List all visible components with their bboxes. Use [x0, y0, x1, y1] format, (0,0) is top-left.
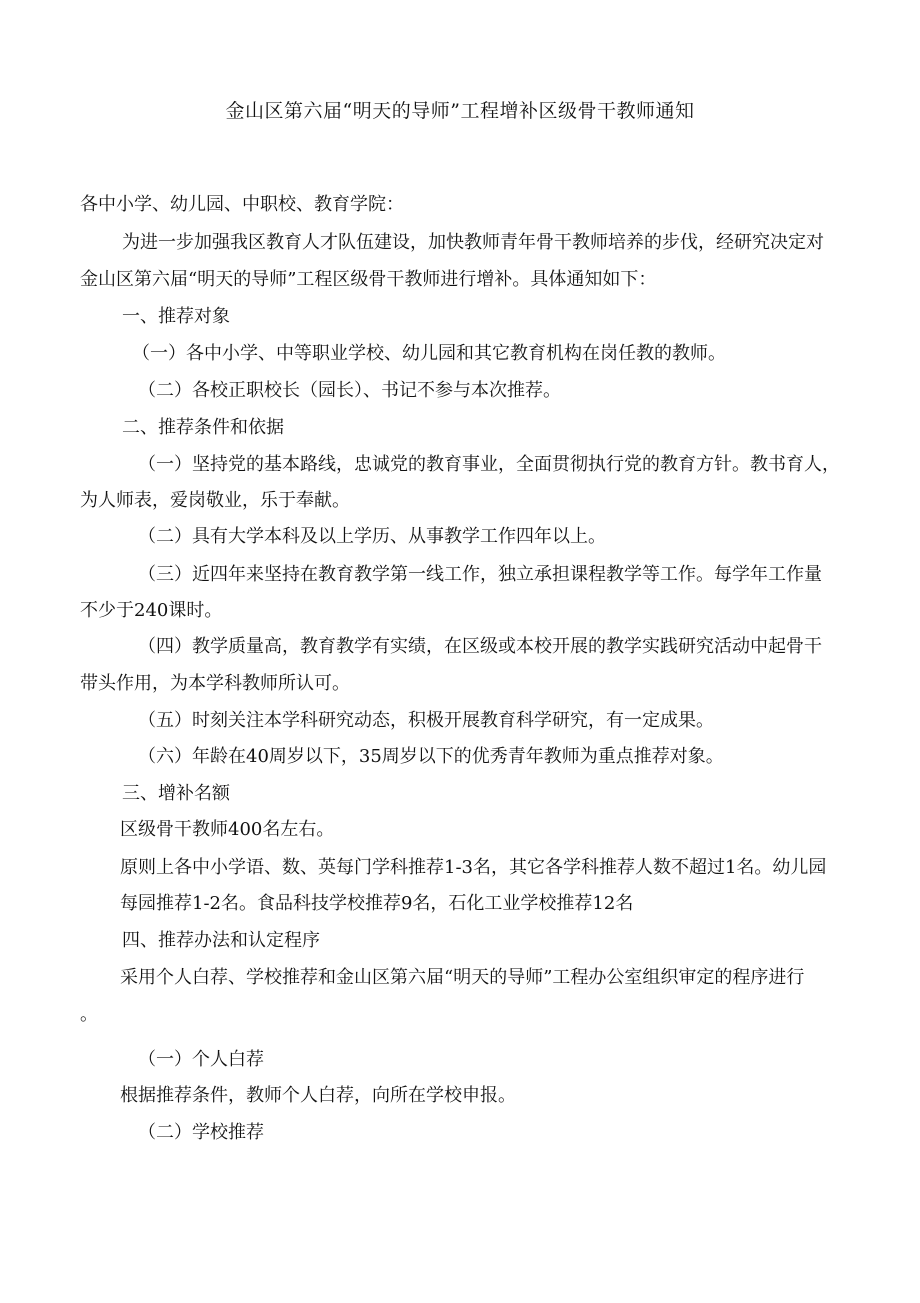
subsection-heading: （一）个人白荐 [138, 1049, 264, 1070]
list-item: （一）坚持党的基本路线，忠诚党的教育事业，全面贯彻执行党的教育方针。教书育人， [138, 454, 840, 475]
list-item: （五）时刻关注本学科研究动态，积极开展教育科学研究，有一定成果。 [138, 710, 714, 731]
document-title: 金山区第六届“明天的导师”工程增补区级骨干教师通知 [225, 100, 695, 122]
section-heading: 三、增补名额 [122, 783, 230, 804]
subsection-heading: （二）学校推荐 [138, 1122, 264, 1143]
list-item-continuation: 不少于240课时。 [80, 600, 223, 621]
paragraph-line: 采用个人白荐、学校推荐和金山区第六届“明天的导师”工程办公室组织审定的程序进行 [120, 967, 805, 988]
list-item: （二）各校正职校长（园长）、书记不参与本次推荐。 [138, 380, 561, 401]
list-item: （二）具有大学本科及以上学历、从事教学工作四年以上。 [138, 526, 606, 547]
paragraph-line: 金山区第六届“明天的导师”工程区级骨干教师进行增补。具体通知如下： [80, 269, 657, 290]
paragraph-line: 原则上各中小学语、数、英每门学科推荐1-3名，其它各学科推荐人数不超过1名。幼儿园 [120, 857, 827, 878]
paragraph-line: 为进一步加强我区教育人才队伍建设，加快教师青年骨干教师培养的步伐，经研究决定对 [122, 232, 824, 253]
list-item: （一）各中小学、中等职业学校、幼儿园和其它教育机构在岗任教的教师。 [132, 343, 726, 364]
list-item: （四）教学质量高，教育教学有实绩，在区级或本校开展的教学实践研究活动中起骨干 [138, 636, 822, 657]
list-item: （三）近四年来坚持在教育教学第一线工作，独立承担课程教学等工作。每学年工作量 [138, 564, 822, 585]
section-heading: 一、推荐对象 [122, 306, 230, 327]
paragraph-line: 区级骨干教师400名左右。 [120, 819, 335, 840]
salutation: 各中小学、幼儿园、中职校、教育学院： [80, 194, 404, 215]
section-heading: 四、推荐办法和认定程序 [122, 930, 320, 951]
paragraph-line: 每园推荐1-2名。食品科技学校推荐9名，石化工业学校推荐12名 [120, 893, 634, 914]
list-item-continuation: 带头作用，为本学科教师所认可。 [80, 673, 350, 694]
section-heading: 二、推荐条件和依据 [122, 417, 284, 438]
list-item-continuation: 为人师表，爱岗敬业，乐于奉献。 [80, 490, 350, 511]
paragraph-line: 根据推荐条件，教师个人白荐，向所在学校申报。 [120, 1085, 516, 1106]
list-item: （六）年龄在40周岁以下，35周岁以下的优秀青年教师为重点推荐对象。 [138, 746, 724, 767]
paragraph-line: 。 [80, 1004, 98, 1025]
